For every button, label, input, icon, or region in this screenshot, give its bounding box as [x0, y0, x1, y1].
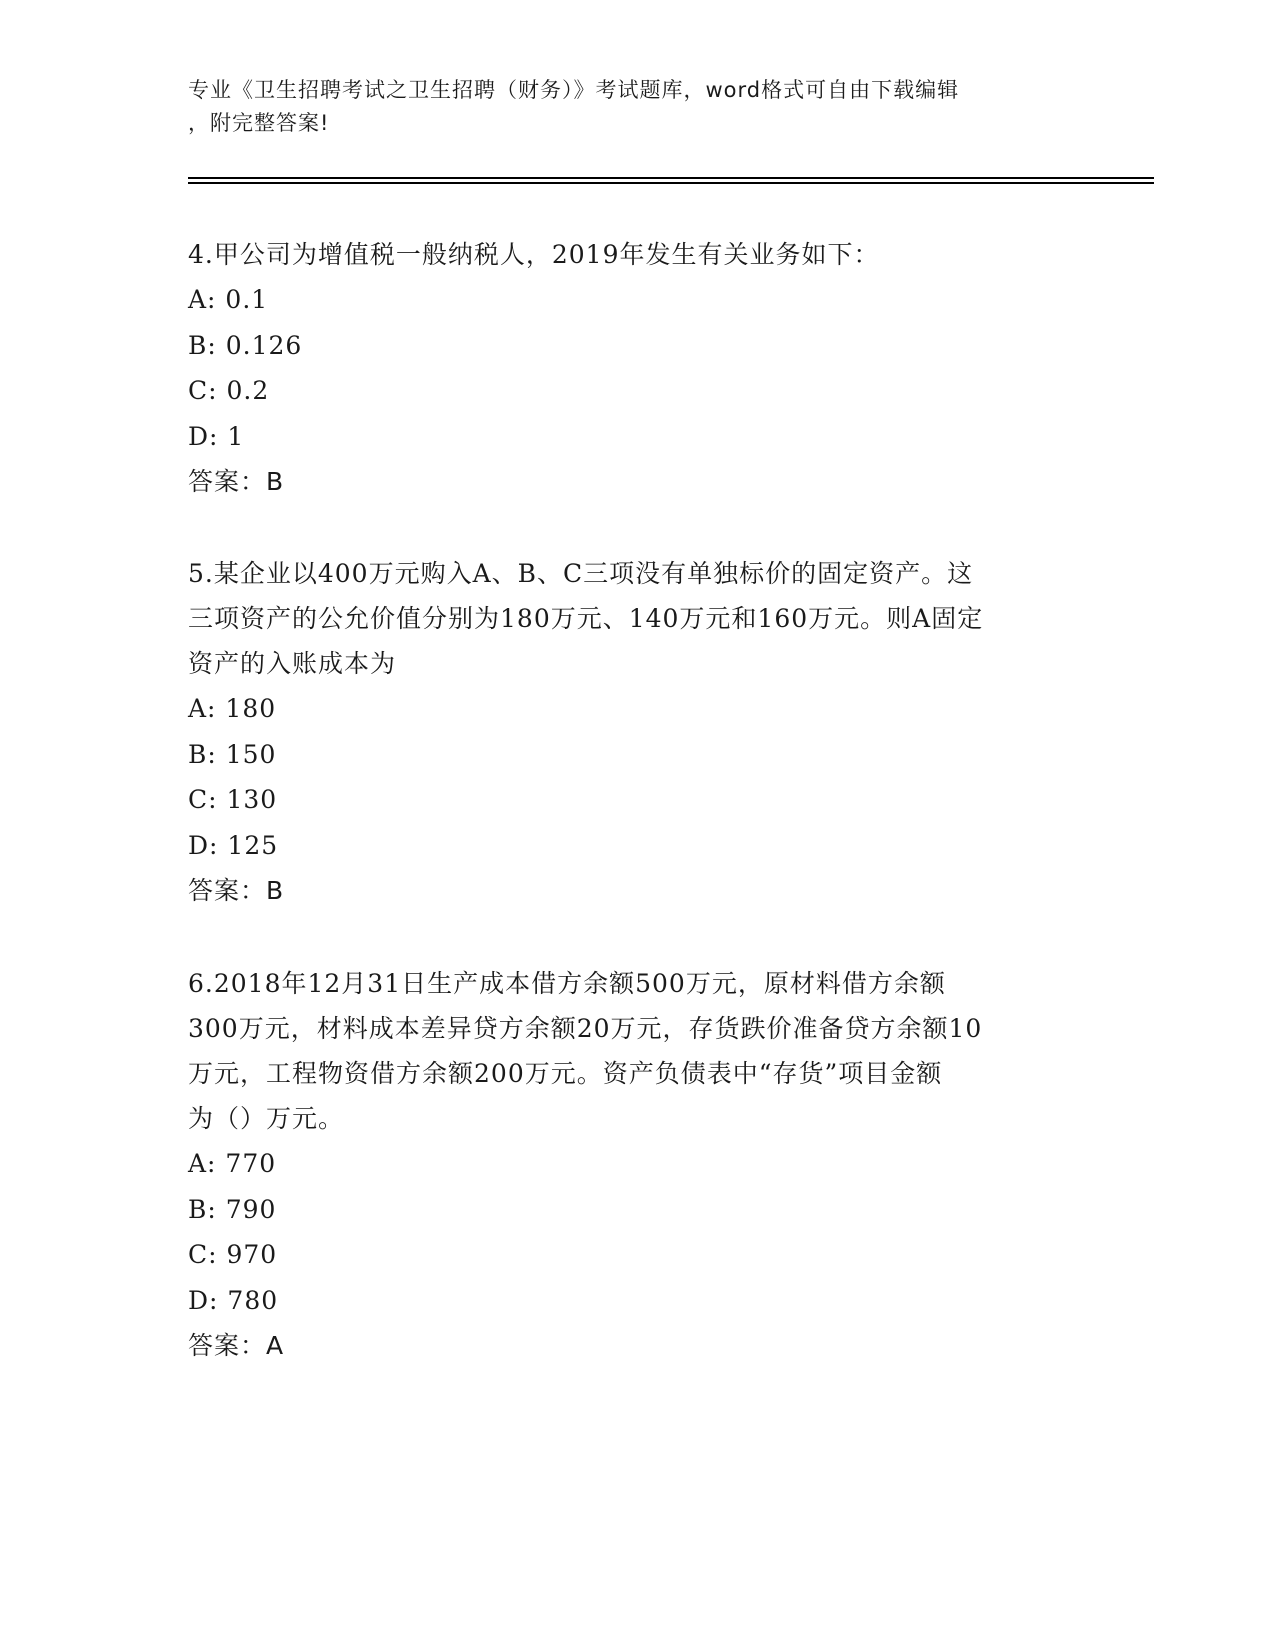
option-b: B: 0.126 — [188, 330, 303, 360]
question-4 — [188, 232, 1088, 504]
question-text-line-2: 300万元，材料成本差异贷方余额20万元，存货跌价准备贷方余额10 — [188, 1014, 983, 1043]
option-a: A: 770 — [188, 1149, 277, 1178]
header-line-1: 专业《卫生招聘考试之卫生招聘（财务）》考试题库，word格式可自由下载编辑 — [188, 78, 960, 102]
option-c: C: 130 — [188, 785, 278, 814]
question-text-line-1: 6.2018年12月31日生产成本借方余额500万元，原材料借方余额 — [188, 969, 946, 998]
header-line-2: ，附完整答案! — [188, 111, 330, 135]
answer-label: 答案：B — [188, 876, 285, 905]
question-text-line-4: 为（）万元。 — [188, 1104, 345, 1133]
question-6 — [188, 961, 1088, 1368]
option-b: B: 790 — [188, 1194, 277, 1224]
option-b: B: 150 — [188, 739, 277, 769]
header-divider-bottom — [188, 182, 1154, 184]
question-text-line-3: 万元，工程物资借方余额200万元。资产负债表中“存货”项目金额 — [188, 1059, 943, 1088]
option-d: D: 1 — [188, 421, 245, 451]
option-c: C: 970 — [188, 1240, 278, 1269]
question-text: 4.甲公司为增值税一般纳税人，2019年发生有关业务如下： — [188, 240, 880, 269]
answer-label: 答案：B — [188, 467, 285, 496]
question-5 — [188, 551, 1088, 913]
question-text-line-2: 三项资产的公允价值分别为180万元、140万元和160万元。则A固定 — [188, 604, 984, 633]
question-text-line-1: 5.某企业以400万元购入A、B、C三项没有单独标价的固定资产。这 — [188, 559, 974, 588]
header-divider-top — [188, 177, 1154, 179]
option-d: D: 780 — [188, 1285, 279, 1315]
option-c: C: 0.2 — [188, 376, 270, 405]
option-d: D: 125 — [188, 830, 279, 860]
option-a: A: 0.1 — [188, 285, 269, 314]
answer-label: 答案：A — [188, 1331, 285, 1360]
option-a: A: 180 — [188, 694, 277, 723]
question-text-line-3: 资产的入账成本为 — [188, 649, 397, 678]
document-header — [188, 74, 1068, 140]
